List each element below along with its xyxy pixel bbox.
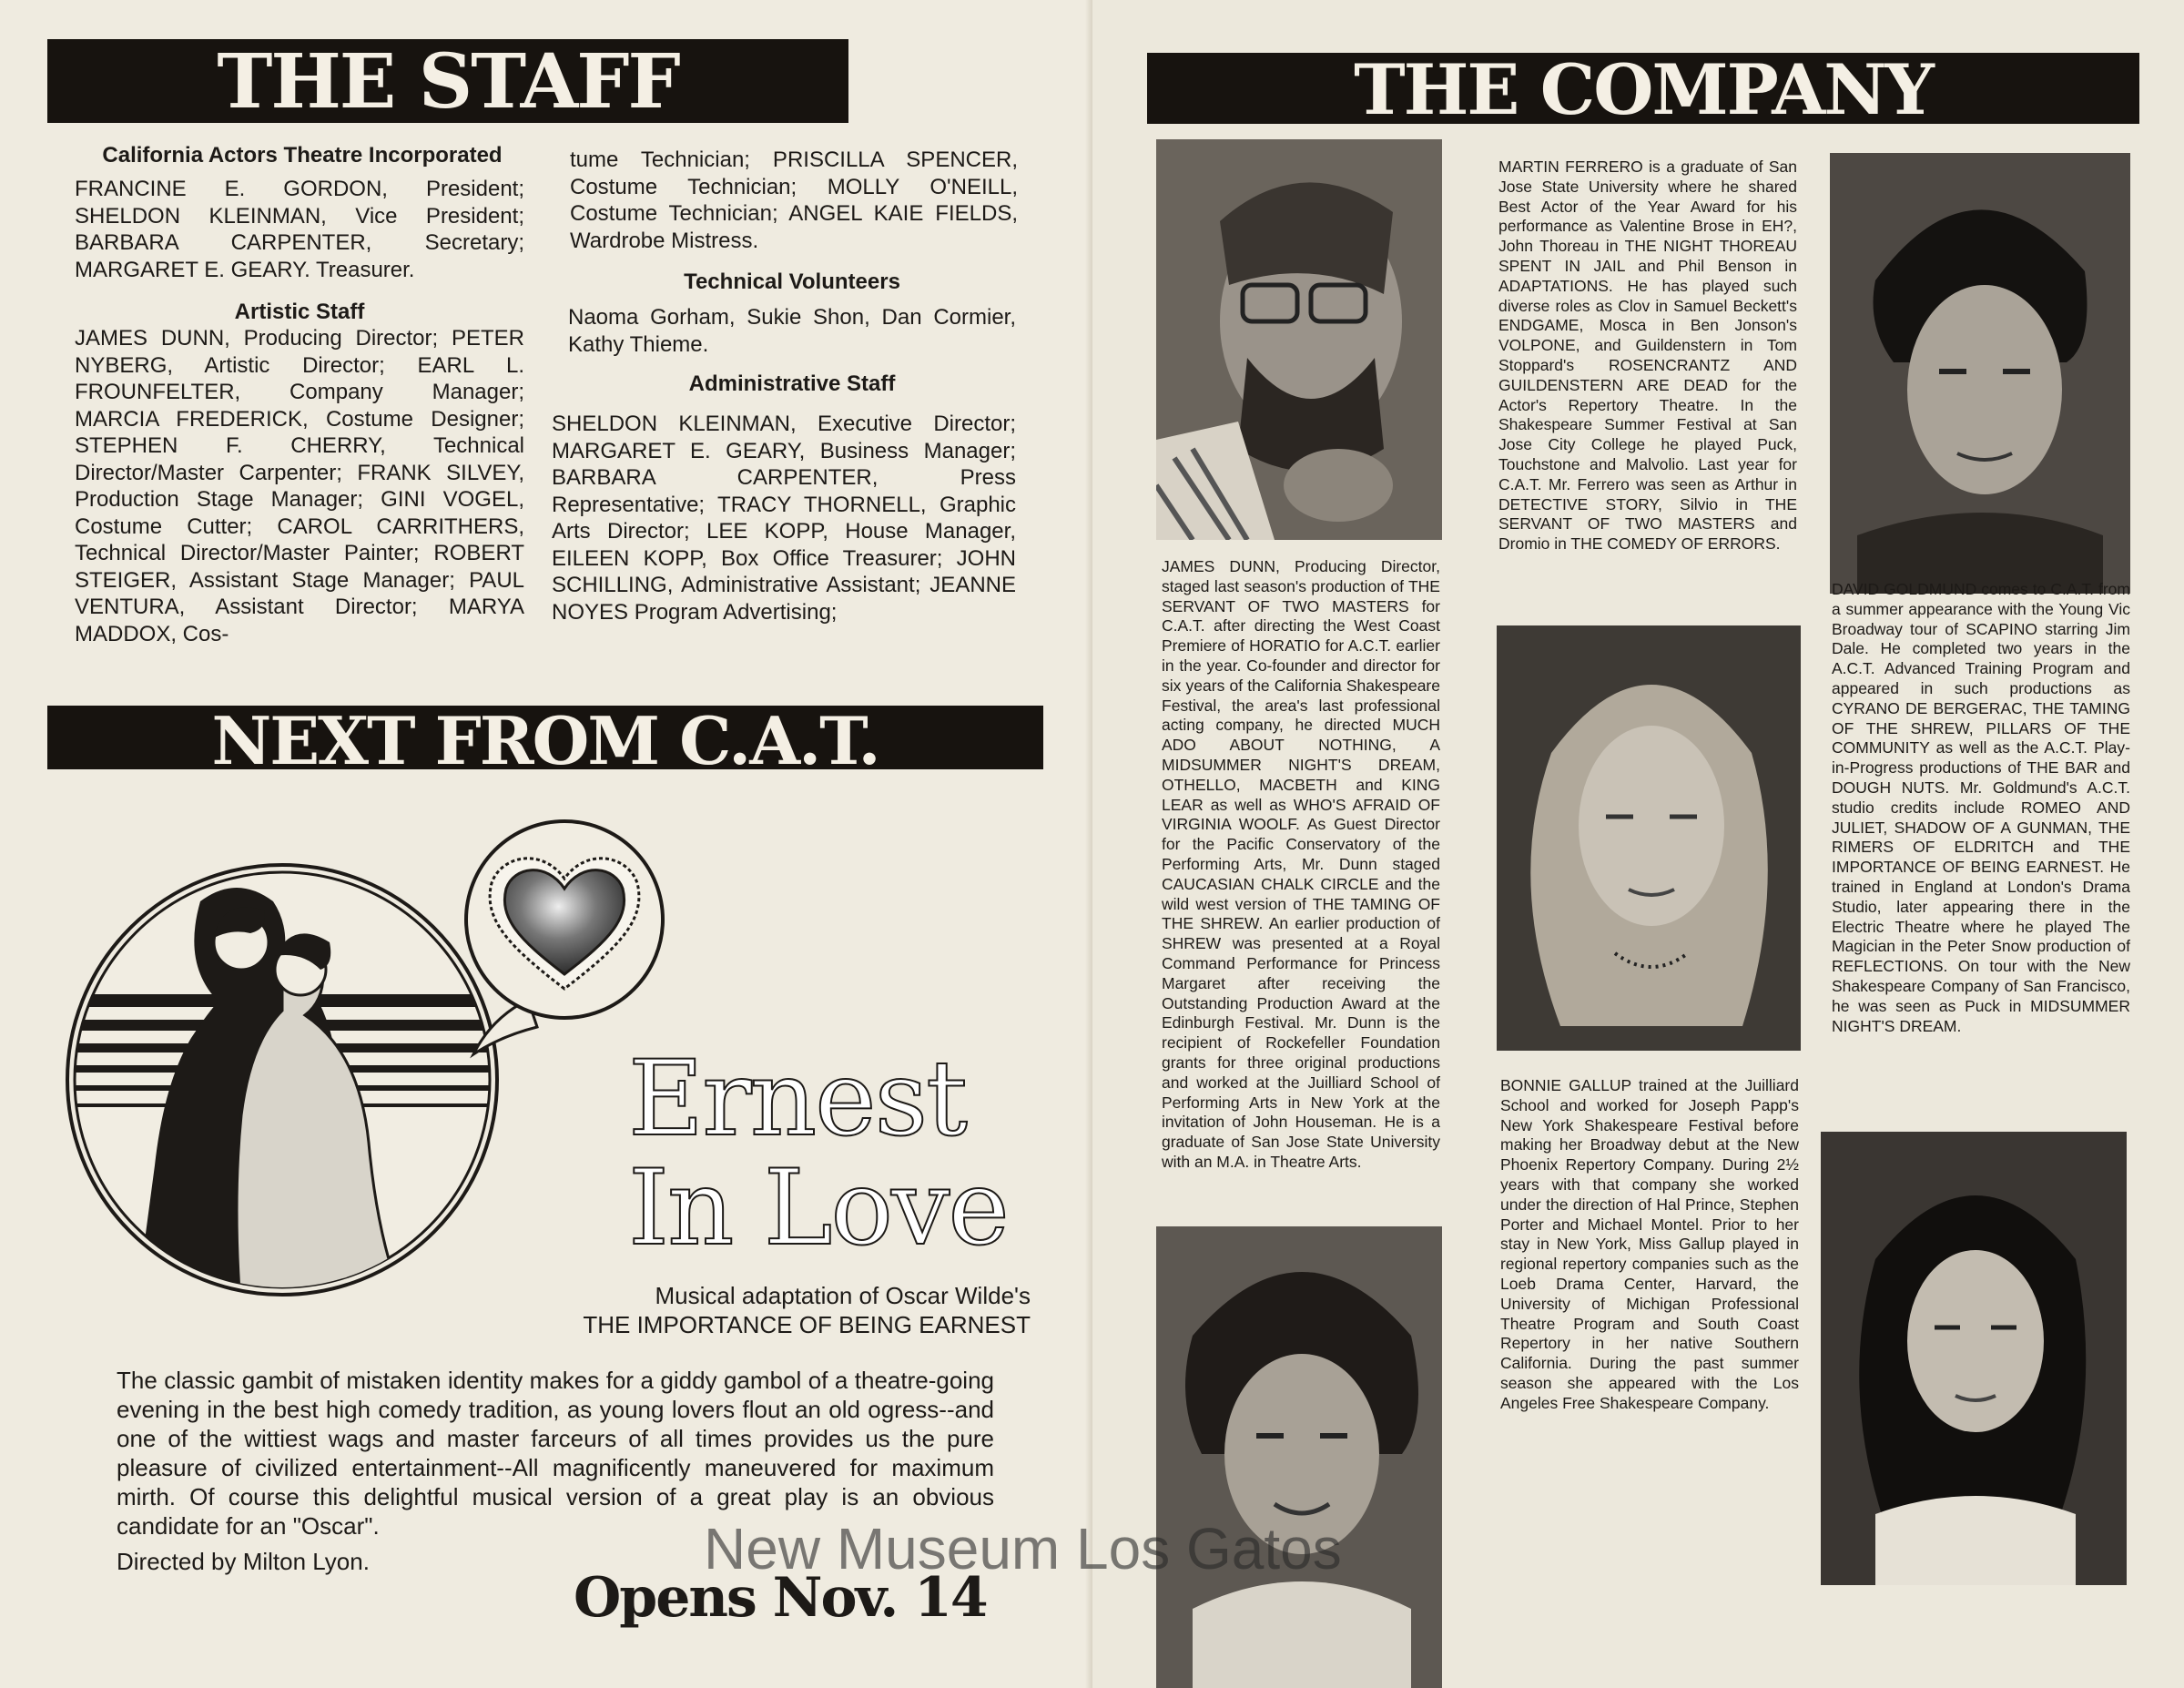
bio-james-dunn: JAMES DUNN, Producing Director, staged last season's production of THE SERVANT OF TWO MASTERS for C.A.T. after directing the West Coast Premiere of HORATIO for A.C.T. earlier in the year. Co-founder and director for six years of the California Shakespeare Festival, the area's last professional acting company, he directed MUCH ADO ABOUT NOTHING, A MIDSUMMER NIGHT'S DREAM, OTHELLO, MACBETH and KING LEAR as well as WHO'S AFRAID OF VIRGINIA WOOLF. As Guest Director for the Pacific Conservatory of the Performing Arts, Mr. Dunn staged CAUCASIAN CHALK CIRCLE and the wild west version of THE TAMING OF THE SHREW. An earlier production of SHREW was presented at a Royal Command Performance for Princess Margaret after receiving the Outstanding Production Award at the Edinburgh Festival. Mr. Dunn is the recipient of Rockefeller Foundation grants for three original productions and worked at the Juilliard School of Performing Arts in New York at the invitation of John Houseman. He is a graduate of San Jose State University with an M.A. in Theatre Arts. [1162,557,1440,1171]
corp-text: FRANCINE E. GORDON, President; SHELDON KLEINMAN, Vice President; BARBARA CARPENTER, Secretary; MARGARET E. GEARY. Treasurer. [75,177,524,282]
photo-david-goldmund [1830,153,2130,594]
volunteers-text: Naoma Gorham, Sukie Shon, Dan Cormier, Kathy Thieme. [568,305,1016,357]
photo-company-member [1821,1132,2127,1585]
artistic-text-part1: JAMES DUNN, Producing Director; PETER NYBERG, Artistic Director; EARL L. FROUNFELTER, Company Manager; MARCIA FREDERICK, Costume Designer; STEPHEN F. CHERRY, Technical Director/Master Carpenter; FRANK SILVEY, Production Stage Manager; GINI VOGEL, Costume Cutter; CAROL CARRITHERS, Technical Director/Master Painter; ROBERT STEIGER, Assistant Stage Manager; PAUL VENTURA, Assistant Director; MARYA MADDOX, Cos- [75,326,524,646]
watermark: New Museum Los Gatos [704,1516,1342,1581]
next-banner: NEXT FROM C.A.T. [47,706,1043,769]
corp-heading: California Actors Theatre Incorporated [102,143,503,168]
staff-banner: THE STAFF [47,39,848,123]
volunteers-heading: Technical Volunteers [684,269,900,294]
show-title-line2: In Love [628,1147,1008,1268]
photo-martin-ferrero [1156,1226,1442,1688]
bio-martin-ferrero: MARTIN FERRERO is a graduate of San Jose State University where he shared Best Actor of the Year Award for his performance as Valentine Brose in EH?, John Thoreau in THE NIGHT THOREAU SPENT IN JAIL and Phil Benson in ADAPTATIONS. He has played such diverse roles as Clov in Samuel Beckett's ENDGAME, Mosca in Ben Jonson's VOLPONE, and Guildenstern in Tom Stoppard's ROSENCRANTZ AND GUILDENSTERN ARE DEAD for the Actor's Repertory Theatre. In the Shakespeare Summer Festival at San Jose City College he played Puck, Touchstone and Malvolio. Last year for C.A.T. Mr. Ferrero was seen as Arthur in DETECTIVE STORY, Silvio in THE SERVANT OF TWO MASTERS and Dromio in THE COMEDY OF ERRORS. [1498,158,1797,554]
show-title-line1: Ernest [628,1038,966,1159]
company-banner: THE COMPANY [1147,53,2139,124]
opens-date: Opens Nov. 14 [574,1566,987,1630]
show-description: The classic gambit of mistaken identity makes for a giddy gambol of a theatre-going evening in the best high comedy tradition, as young lovers flout an old ogress--and one of the wittiest wags and master farceurs of all times provides us the pure pleasure of civilized entertainment--All magnificently maneuvered for maximum mirth. Of course this delightful musical version of a great play is an obvious candidate for an "Oscar". [117,1367,994,1540]
left-page [0,0,1091,1688]
subtitle-line1: Musical adaptation of Oscar Wilde's [655,1282,1031,1309]
artistic-heading: Artistic Staff [234,300,365,324]
directed-by: Directed by Milton Lyon. [117,1548,370,1575]
bio-david-goldmund: DAVID GOLDMUND comes to C.A.T. from a summer appearance with the Young Vic Broadway tour of SCAPINO starring Jim Dale. He completed two years in the A.C.T. Advanced Training Program and appeared in such productions as CYRANO DE BERGERAC, THE TAMING OF THE SHREW, PILLARS OF THE COMMUNITY as well as the A.C.T. Play-in-Progress productions of THE BAR and DOUGH NUTS. Mr. Goldmund's A.C.T. studio credits include ROMEO AND JULIET, SHADOW OF A GUNMAN, THE RIMERS OF ELDRITCH and THE IMPORTANCE OF BEING EARNEST. He trained in England at London's Drama Studio, later appearing there in the Electric Theatre where he played The Magician in the Peter Snow production of REFLECTIONS. On tour with the New Shakespeare Company of San Francisco, he was seen as Puck in MIDSUMMER NIGHT'S DREAM. [1832,580,2130,1035]
ernest-in-love-illustration [55,792,692,1338]
artistic-text-part2: tume Technician; PRISCILLA SPENCER, Costume Technician; MOLLY O'NEILL, Costume Technician; ANGEL KAIE FIELDS, Wardrobe Mistress. [570,147,1018,253]
photo-james-dunn [1156,139,1442,540]
admin-heading: Administrative Staff [688,371,896,396]
photo-bonnie-gallup [1497,625,1801,1051]
right-page [1092,0,2184,1688]
bio-bonnie-gallup: BONNIE GALLUP trained at the Juilliard School and worked for Joseph Papp's New York Shakespeare Festival before making her Broadway debut at the New Phoenix Repertory Company. During 2½ years with that company she worked under the direction of Hal Prince, Stephen Porter and Michael Montel. Prior to her stay in New York, Miss Gallup played in regional repertory companies such as the Loeb Drama Center, Harvard, the University of Michigan Professional Theatre Program and South Coast Repertory in her native Southern California. During the past summer season she appeared with the Los Angeles Free Shakespeare Company. [1500,1076,1799,1412]
admin-text: SHELDON KLEINMAN, Executive Director; MARGARET E. GEARY, Business Manager; BARBARA CARPENTER, Press Representative; TRACY THORNELL, Graphic Arts Director; LEE KOPP, House Manager, EILEEN KOPP, Box Office Treasurer; JOHN SCHILLING, Administrative Assistant; JEANNE NOYES Program Advertising; [552,412,1016,625]
subtitle-line2: THE IMPORTANCE OF BEING EARNEST [583,1311,1031,1338]
